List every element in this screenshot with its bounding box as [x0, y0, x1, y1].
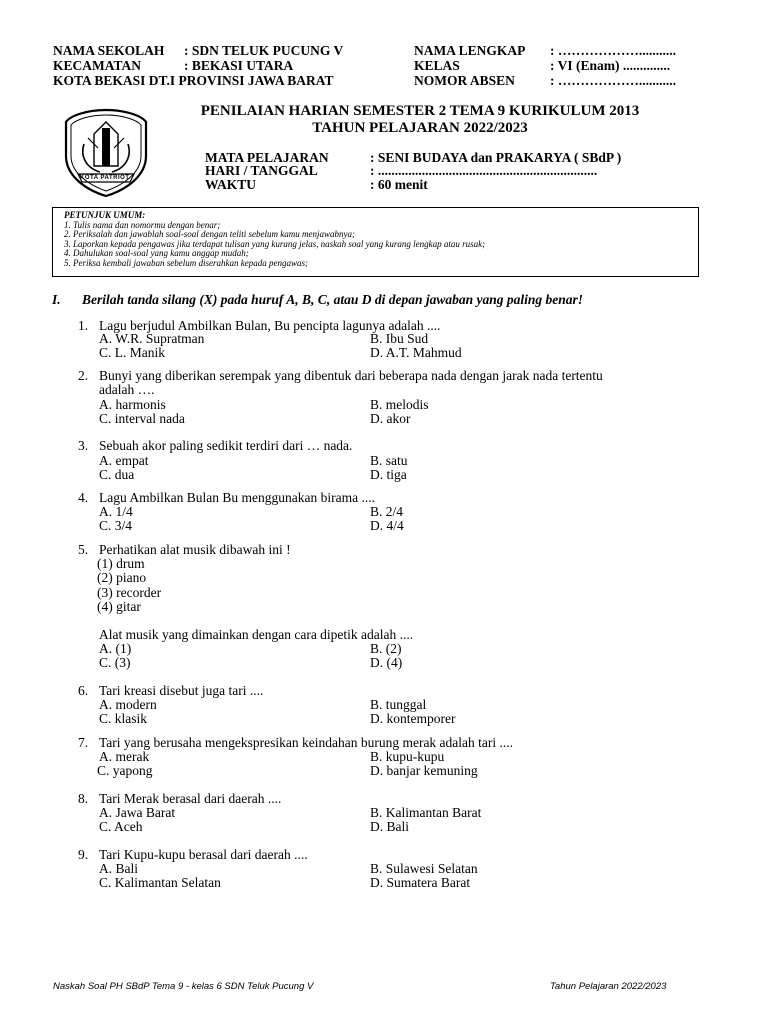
question-stem: Perhatikan alat musik dibawah ini !: [99, 542, 291, 557]
question-number: 5.: [78, 542, 89, 557]
footer-right: Tahun Pelajaran 2022/2023: [550, 981, 667, 992]
emblem-text: KOTA PATRIOT: [80, 175, 130, 181]
instruction-item: 4. Dahulukan soal-soal yang kamu anggap mudah;: [64, 248, 249, 258]
instructions-heading: PETUNJUK UMUM:: [64, 210, 146, 220]
section-instruction: Berilah tanda silang (X) pada huruf A, B, C, atau D di depan jawaban yang paling benar!: [82, 292, 583, 307]
option-b: B. satu: [370, 453, 408, 468]
header-value-number: : ………………...........: [550, 73, 676, 88]
instruction-item: 5. Periksa kembali jawaban sebelum diserahkan kepada pengawas;: [64, 257, 308, 268]
question-number: 4.: [78, 490, 89, 505]
header-value-school: : SDN TELUK PUCUNG V: [184, 43, 344, 58]
question-stem: Lagu Ambilkan Bulan Bu menggunakan birama ....: [99, 490, 375, 505]
question-stem-continued: adalah ….: [99, 382, 155, 397]
question-stem: Tari kreasi disebut juga tari ....: [99, 683, 264, 698]
option-d: D. akor: [370, 411, 411, 426]
option-a: A. Jawa Barat: [99, 805, 176, 820]
meta-label-date: HARI / TANGGAL: [205, 163, 318, 178]
question-number: 8.: [78, 791, 89, 806]
option-d: D. A.T. Mahmud: [370, 345, 462, 360]
option-b: B. Kalimantan Barat: [370, 805, 482, 820]
instrument-list-item: (2) piano: [97, 570, 147, 585]
option-a: A. W.R. Supratman: [99, 331, 205, 346]
option-b: B. melodis: [370, 397, 429, 412]
option-b: B. 2/4: [370, 504, 404, 519]
option-a: A. modern: [99, 697, 157, 712]
option-a: A. empat: [99, 453, 149, 468]
option-d: D. 4/4: [370, 518, 404, 533]
meta-value-time: : 60 menit: [370, 177, 428, 192]
question-number: 3.: [78, 438, 89, 453]
option-a: A. Bali: [99, 861, 138, 876]
option-b: B. (2): [370, 641, 402, 656]
instruction-item: 3. Laporkan kepada pengawas jika terdapat tulisan yang kurang jelas, naskah soal yang kurang lengkap atau rusak;: [64, 238, 486, 249]
question-number: 7.: [78, 735, 89, 750]
header-label-number: NOMOR ABSEN: [414, 73, 515, 88]
header-label-school: NAMA SEKOLAH: [53, 43, 165, 58]
question-stem: Lagu berjudul Ambilkan Bulan, Bu pencipta lagunya adalah ....: [99, 318, 441, 333]
option-a: A. (1): [99, 641, 132, 656]
option-c: C. Kalimantan Selatan: [99, 875, 221, 890]
question-stem: Bunyi yang diberikan serempak yang dibentuk dari beberapa nada dengan jarak nada tertentu: [99, 368, 603, 383]
meta-value-date: : .................................................................: [370, 163, 598, 178]
question-number: 6.: [78, 683, 89, 698]
question-stem: Sebuah akor paling sedikit terdiri dari … nada.: [99, 438, 353, 453]
option-b: B. Ibu Sud: [370, 331, 429, 346]
option-a: A. 1/4: [99, 504, 133, 519]
option-c: C. yapong: [97, 763, 153, 778]
question-number: 1.: [78, 318, 89, 333]
question-stem-2: Alat musik yang dimainkan dengan cara dipetik adalah ....: [99, 627, 414, 642]
exam-year: TAHUN PELAJARAN 2022/2023: [312, 120, 528, 136]
option-a: A. harmonis: [99, 397, 166, 412]
option-c: C. L. Manik: [99, 345, 165, 360]
option-c: C. 3/4: [99, 518, 133, 533]
option-c: C. dua: [99, 467, 135, 482]
section-number: I.: [52, 292, 61, 307]
instrument-list-item: (1) drum: [97, 556, 145, 571]
footer-left: Naskah Soal PH SBdP Tema 9 - kelas 6 SDN Teluk Pucung V: [53, 981, 314, 992]
instruction-item: 2. Periksalah dan jawablah soal-soal dengan teliti sebelum kamu menjawabnya;: [64, 229, 355, 239]
option-c: C. Aceh: [99, 819, 143, 834]
option-c: C. interval nada: [99, 411, 185, 426]
meta-label-time: WAKTU: [205, 177, 257, 192]
question-stem: Tari Kupu-kupu berasal dari daerah ....: [99, 847, 308, 862]
header-value-class: : VI (Enam) ..............: [550, 58, 671, 73]
header-value-name: : ………………...........: [550, 43, 676, 58]
question-stem: Tari Merak berasal dari daerah ....: [99, 791, 282, 806]
question-number: 2.: [78, 368, 89, 383]
instruction-item: 1. Tulis nama dan nomormu dengan benar;: [64, 219, 221, 230]
option-d: D. Sumatera Barat: [370, 875, 471, 890]
header-label-district: KECAMATAN: [53, 58, 141, 73]
option-b: B. tunggal: [370, 697, 427, 712]
exam-title: PENILAIAN HARIAN SEMESTER 2 TEMA 9 KURIKULUM 2013: [200, 103, 640, 119]
option-c: C. (3): [99, 655, 131, 670]
option-c: C. klasik: [99, 711, 148, 726]
question-stem: Tari yang berusaha mengekspresikan keindahan burung merak adalah tari ....: [99, 735, 514, 750]
instrument-list-item: (3) recorder: [97, 585, 162, 600]
option-a: A. merak: [99, 749, 150, 764]
header-value-district: : BEKASI UTARA: [184, 58, 294, 73]
header-city-province: KOTA BEKASI DT.I PROVINSI JAWA BARAT: [53, 73, 334, 88]
question-number: 9.: [78, 847, 89, 862]
option-d: D. (4): [370, 655, 403, 670]
option-d: D. banjar kemuning: [370, 763, 478, 778]
option-d: D. Bali: [370, 819, 409, 834]
option-d: D. kontemporer: [370, 711, 456, 726]
option-b: B. Sulawesi Selatan: [370, 861, 478, 876]
meta-value-subject: : SENI BUDAYA dan PRAKARYA ( SBdP ): [370, 150, 622, 165]
header-label-name: NAMA LENGKAP: [414, 43, 526, 58]
option-d: D. tiga: [370, 467, 407, 482]
meta-label-subject: MATA PELAJARAN: [205, 150, 329, 165]
instrument-list-item: (4) gitar: [97, 599, 141, 614]
header-label-class: KELAS: [414, 58, 460, 73]
option-b: B. kupu-kupu: [370, 749, 445, 764]
